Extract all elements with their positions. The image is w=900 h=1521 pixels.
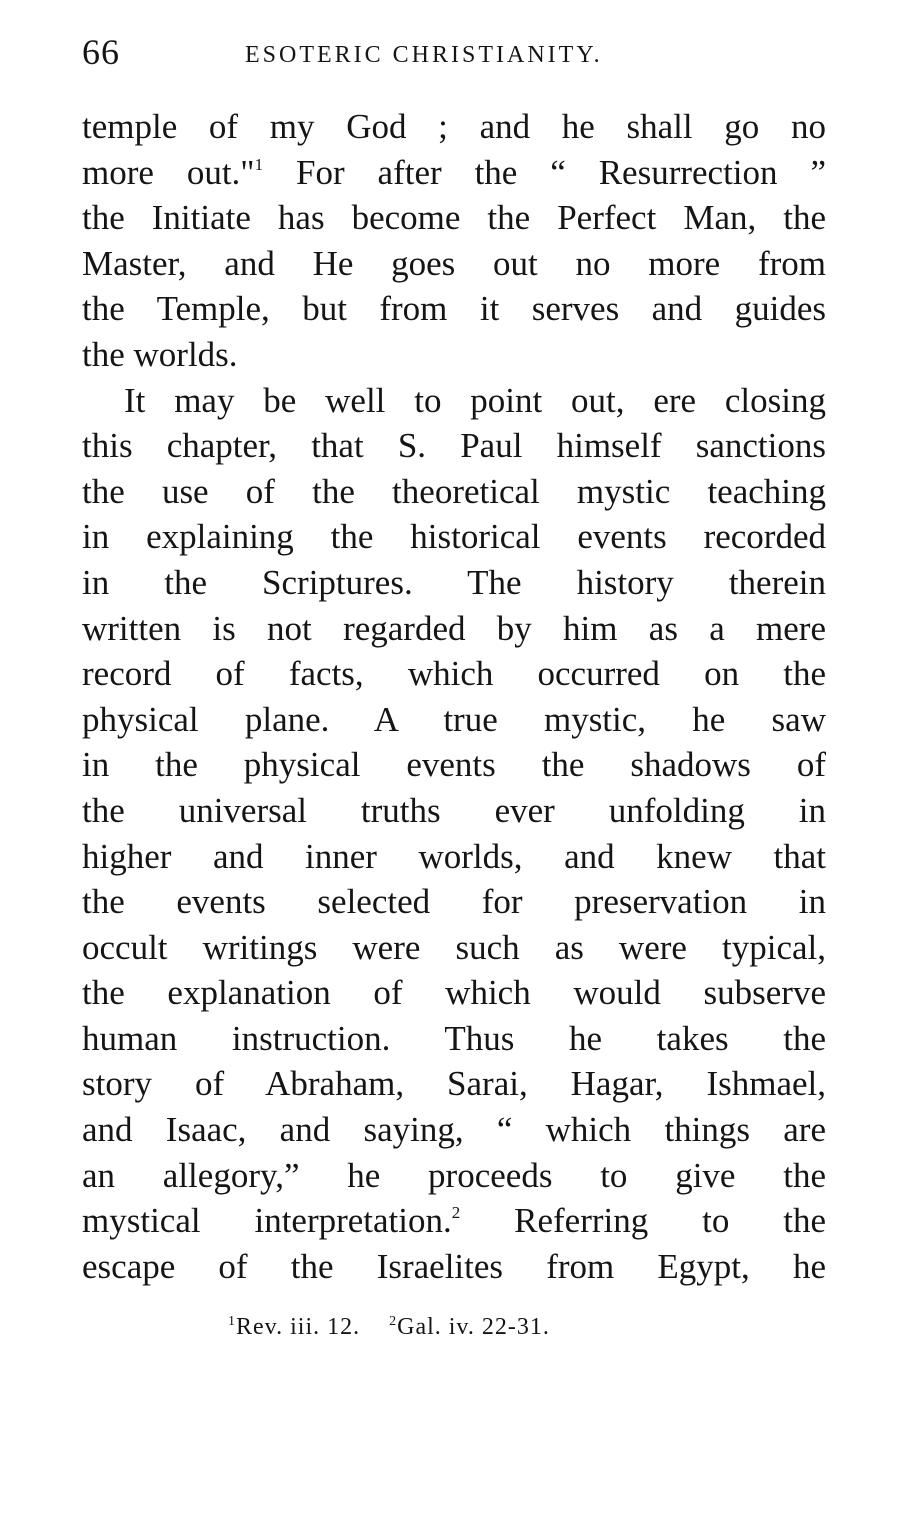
text-line: the Temple, but from it serves and guides [82, 289, 826, 329]
text-fragment: For after the “ Resurrection ” [263, 152, 826, 192]
footnote-2 [389, 1314, 550, 1340]
text-line [82, 1198, 826, 1244]
running-head: ESOTERIC CHRISTIANITY. [245, 42, 603, 68]
page-header [82, 30, 826, 80]
page-number: 66 [82, 32, 120, 72]
text-line: written is not regarded by him as a mere [82, 608, 826, 648]
text-line: the universal truths ever unfolding in [82, 790, 826, 830]
footnote-text: Rev. iii. 12. [236, 1314, 361, 1340]
footnote-ref-1: 1 [254, 154, 264, 174]
text-line: story of Abraham, Sarai, Hagar, Ishmael, [82, 1064, 826, 1104]
text-fragment: mystical interpretation. [82, 1201, 452, 1241]
text-line: the explanation of which would subserve [82, 973, 826, 1013]
text-fragment: more out." [82, 152, 255, 192]
text-line: an allegory,” he proceeds to give the [82, 1155, 826, 1195]
footnote-text: Gal. iv. 22-31. [397, 1314, 550, 1340]
text-line [82, 150, 826, 196]
text-fragment: Referring to the [460, 1201, 827, 1241]
text-line: Master, and He goes out no more from [82, 243, 826, 283]
text-line: the Initiate has become the Perfect Man, the [82, 198, 826, 238]
text-line: the use of the theoretical mystic teaching [82, 471, 826, 511]
text-line: occult writings were such as were typical, [82, 927, 826, 967]
text-line: in the Scriptures. The history therein [82, 562, 826, 602]
text-line: It may be well to point out, ere closing [124, 380, 826, 420]
footnote-1 [228, 1314, 360, 1340]
text-line: the events selected for preservation in [82, 882, 826, 922]
text-line: record of facts, which occurred on the [82, 654, 826, 694]
text-line: this chapter, that S. Paul himself sanctions [82, 426, 826, 466]
text-line: temple of my God ; and he shall go no [82, 107, 826, 146]
footnote-mark: 2 [389, 1314, 398, 1329]
text-line: in the physical events the shadows of [82, 745, 826, 785]
text-line: physical plane. A true mystic, he saw [82, 699, 826, 739]
body-text [82, 104, 826, 1289]
footnotes [228, 1312, 572, 1342]
text-line: human instruction. Thus he takes the [82, 1018, 826, 1058]
footnote-mark: 1 [228, 1314, 236, 1329]
text-line: in explaining the historical events recorded [82, 517, 826, 557]
footnote-ref-2: 2 [451, 1203, 461, 1223]
text-line: and Isaac, and saying, “ which things are [82, 1110, 826, 1150]
text-line: escape of the Israelites from Egypt, he [82, 1246, 826, 1286]
text-line: higher and inner worlds, and knew that [82, 836, 826, 876]
text-line: the worlds. [82, 334, 238, 374]
